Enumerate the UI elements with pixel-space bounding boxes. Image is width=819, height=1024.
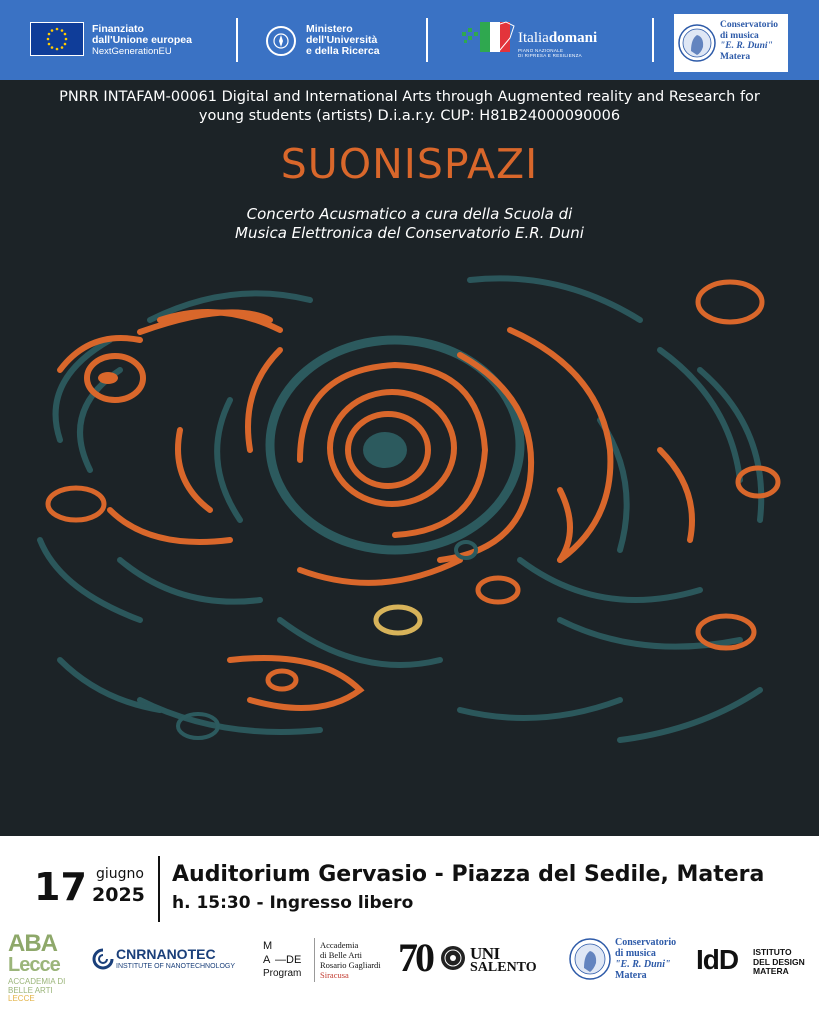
conservatorio-line-3: "E. R. Duni" <box>720 41 773 51</box>
conservatorio-footer-1: Conservatorio <box>615 937 677 948</box>
made-academy-2: di Belle Arti <box>320 950 363 960</box>
italiadomani-name-a: Italia <box>518 30 549 46</box>
subtitle-line-1: Concerto Acusmatico a cura della Scuola di <box>246 205 573 223</box>
aba-caption-3: LECCE <box>8 994 35 1003</box>
project-reference <box>20 88 799 126</box>
idd-text <box>753 948 805 977</box>
project-line-1: PNRR INTAFAM-00061 Digital and International Arts through Augmented reality and Research for <box>59 89 760 105</box>
conservatorio-footer-4: Matera <box>615 970 647 981</box>
event-venue: Auditorium Gervasio - Piazza del Sedile, Matera <box>172 862 765 887</box>
ministry-line-2: dell'Università <box>306 34 378 46</box>
event-month: giugno <box>96 866 144 882</box>
conservatorio-portrait-icon <box>677 17 717 69</box>
unisalento-70: 70 <box>398 935 432 980</box>
eu-funding-text <box>92 24 192 57</box>
conservatorio-footer-text <box>615 937 676 981</box>
cnr-name-b: NANOTEC <box>146 946 216 962</box>
idd-line-1: ISTITUTO <box>753 947 792 957</box>
eu-flag-icon <box>30 22 84 56</box>
unisalento-salento: SALENTO <box>470 960 537 975</box>
made-academy-1: Accademia <box>320 940 359 950</box>
italiadomani-tag-2: DI RIPRESA E RESILIENZA <box>518 53 582 58</box>
italy-map-icon <box>460 20 520 56</box>
conservatorio-footer-2: di musica <box>615 948 656 959</box>
header-divider <box>236 18 238 62</box>
made-m: M <box>263 940 273 952</box>
aba-caption-1: ACCADEMIA DI <box>8 977 66 986</box>
project-line-2: young students (artists) D.i.a.r.y. CUP: H81B24000090006 <box>198 108 621 124</box>
italiadomani-tagline <box>518 48 582 58</box>
conservatorio-portrait-icon <box>568 934 612 984</box>
unisalento-uni: UNI <box>470 944 500 963</box>
conservatorio-text <box>720 20 778 62</box>
subtitle-line-2: Musica Elettronica del Conservatorio E.R. Duni <box>235 224 584 242</box>
date-divider <box>158 856 160 922</box>
idd-line-2: DEL DESIGN <box>753 956 805 967</box>
sound-waves-artwork <box>0 260 819 820</box>
ministry-line-3: e della Ricerca <box>306 45 380 57</box>
ministry-text <box>306 24 380 57</box>
idd-mark: IdD <box>696 944 739 975</box>
italiadomani-logo <box>460 20 620 60</box>
aba-city: Lecce <box>8 954 60 976</box>
event-year: 2025 <box>92 884 145 906</box>
event-day: 17 <box>34 865 87 909</box>
funding-header <box>0 0 819 80</box>
made-a: A <box>263 954 271 966</box>
cnr-name <box>116 946 216 962</box>
unisalento-seal-icon <box>440 945 466 971</box>
cnr-sub: INSTITUTE OF NANOTECHNOLOGY <box>116 963 236 970</box>
italiadomani-wordmark <box>518 30 597 46</box>
event-time: h. 15:30 - Ingresso libero <box>172 893 414 913</box>
italiadomani-tag-1: PIANO NAZIONALE <box>518 48 564 53</box>
ministry-seal-icon <box>266 26 296 56</box>
conservatorio-line-2: di musica <box>720 30 759 41</box>
made-divider <box>314 938 315 982</box>
made-academy <box>320 940 381 980</box>
conservatorio-line-4: Matera <box>720 51 751 62</box>
eu-line-1: Finanziato <box>92 23 144 35</box>
made-academy-3: Rosario Gagliardi <box>320 960 381 970</box>
conservatorio-logo <box>674 14 788 72</box>
aba-caption-2: BELLE ARTI <box>8 985 53 995</box>
made-program: Program <box>263 968 302 979</box>
aba-mark: ABA <box>8 930 57 957</box>
event-title: SUONISPAZI <box>280 140 539 188</box>
idd-line-3: MATERA <box>753 966 789 976</box>
eu-line-3: NextGenerationEU <box>92 46 172 57</box>
conservatorio-footer-3: "E. R. Duni" <box>615 959 671 970</box>
made-academy-4: Siracusa <box>320 970 349 980</box>
header-divider <box>426 18 428 62</box>
header-divider <box>652 18 654 62</box>
conservatorio-line-1: Conservatorio <box>720 20 779 30</box>
italiadomani-name-b: domani <box>548 30 598 46</box>
event-subtitle <box>100 205 719 243</box>
cnr-spiral-icon <box>92 948 114 970</box>
made-de: —DE <box>275 954 302 966</box>
aba-caption <box>8 978 65 1004</box>
ministry-line-1: Ministero <box>306 23 353 35</box>
cnr-name-a: CNR <box>116 946 147 962</box>
eu-line-2: dall'Unione europea <box>92 34 192 46</box>
